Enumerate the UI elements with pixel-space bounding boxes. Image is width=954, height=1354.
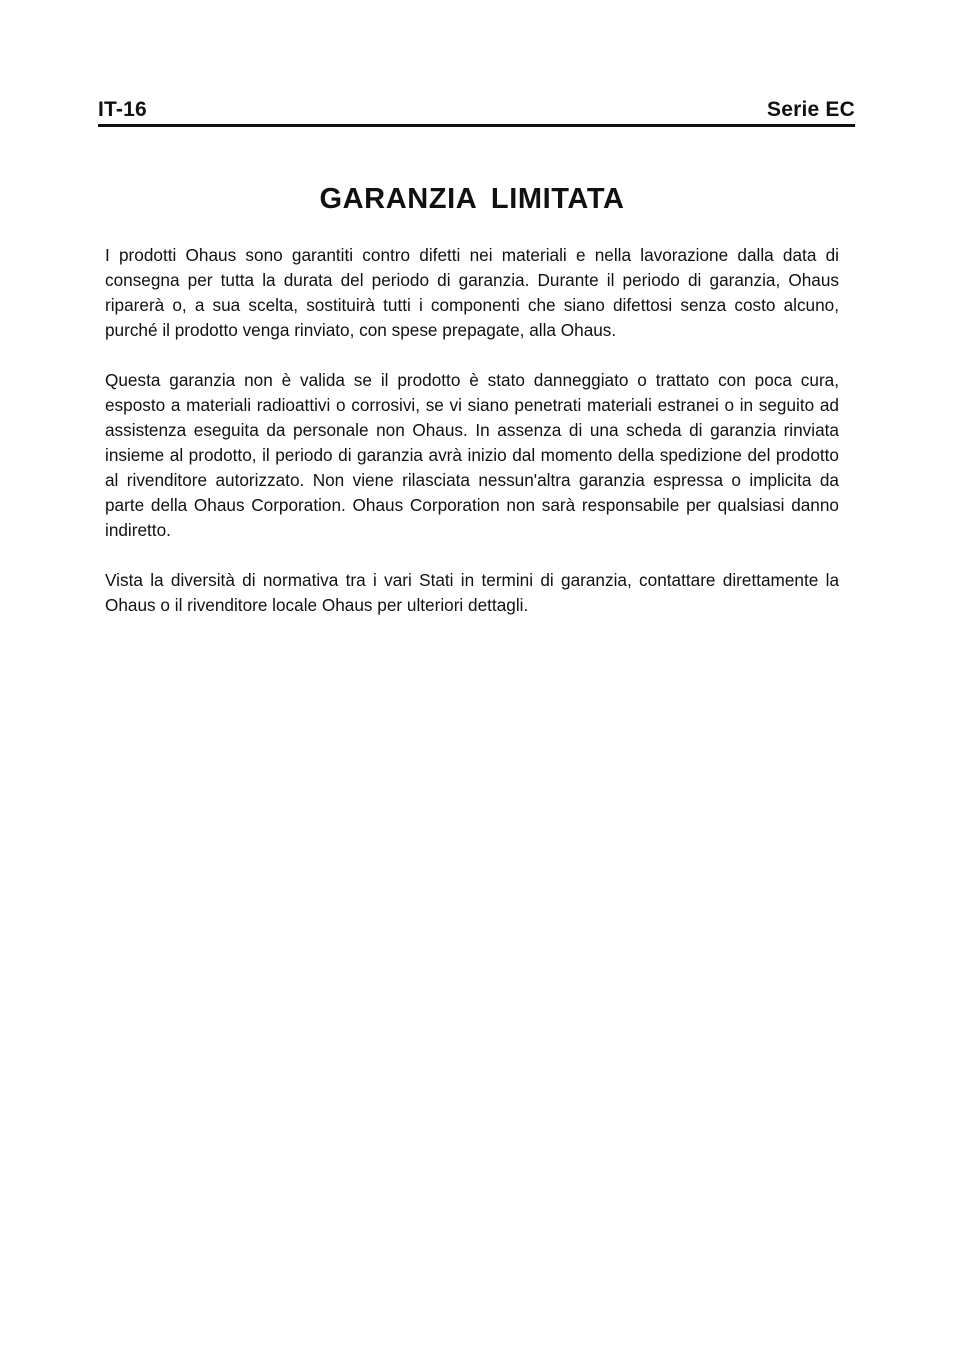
paragraph-contact-info: Vista la diversità di normativa tra i vari Stati in termini di garanzia, contattare direttamente la Ohaus o il rivenditore locale Ohaus per ulteriori dettagli. [105, 570, 839, 615]
page-header [98, 96, 855, 127]
page-title: GARANZIA LIMITATA [319, 183, 625, 215]
paragraph-warranty-coverage: I prodotti Ohaus sono garantiti contro difetti nei materiali e nella lavorazione dalla data di consegna per tutta la durata del periodo di garanzia. Durante il periodo di garanzia, Ohaus riparerà o, a sua scelta, sostituirà tutti i componenti che siano difettosi senza costo alcuno, purché il prodotto venga rinviato, con spese prepagate, alla Ohaus. [105, 245, 839, 340]
paragraph-warranty-exclusions: Questa garanzia non è valida se il prodotto è stato danneggiato o trattato con poca cura, esposto a materiali radioattivi o corrosivi, se vi siano penetrati materiali estranei o in seguito ad assistenza eseguita da personale non Ohaus. In assenza di una scheda di garanzia rinviata insieme al prodotto, il periodo di garanzia avrà inizio dal momento della spedizione del prodotto al rivenditore autorizzato. Non viene rilasciata nessun'altra garanzia espressa o implicita da parte della Ohaus Corporation. Ohaus Corporation non sarà responsabile per qualsiasi danno indiretto. [105, 370, 839, 540]
page-number: IT-16 [98, 98, 147, 121]
warranty-text [105, 243, 839, 643]
series-name: Serie EC [767, 98, 855, 121]
